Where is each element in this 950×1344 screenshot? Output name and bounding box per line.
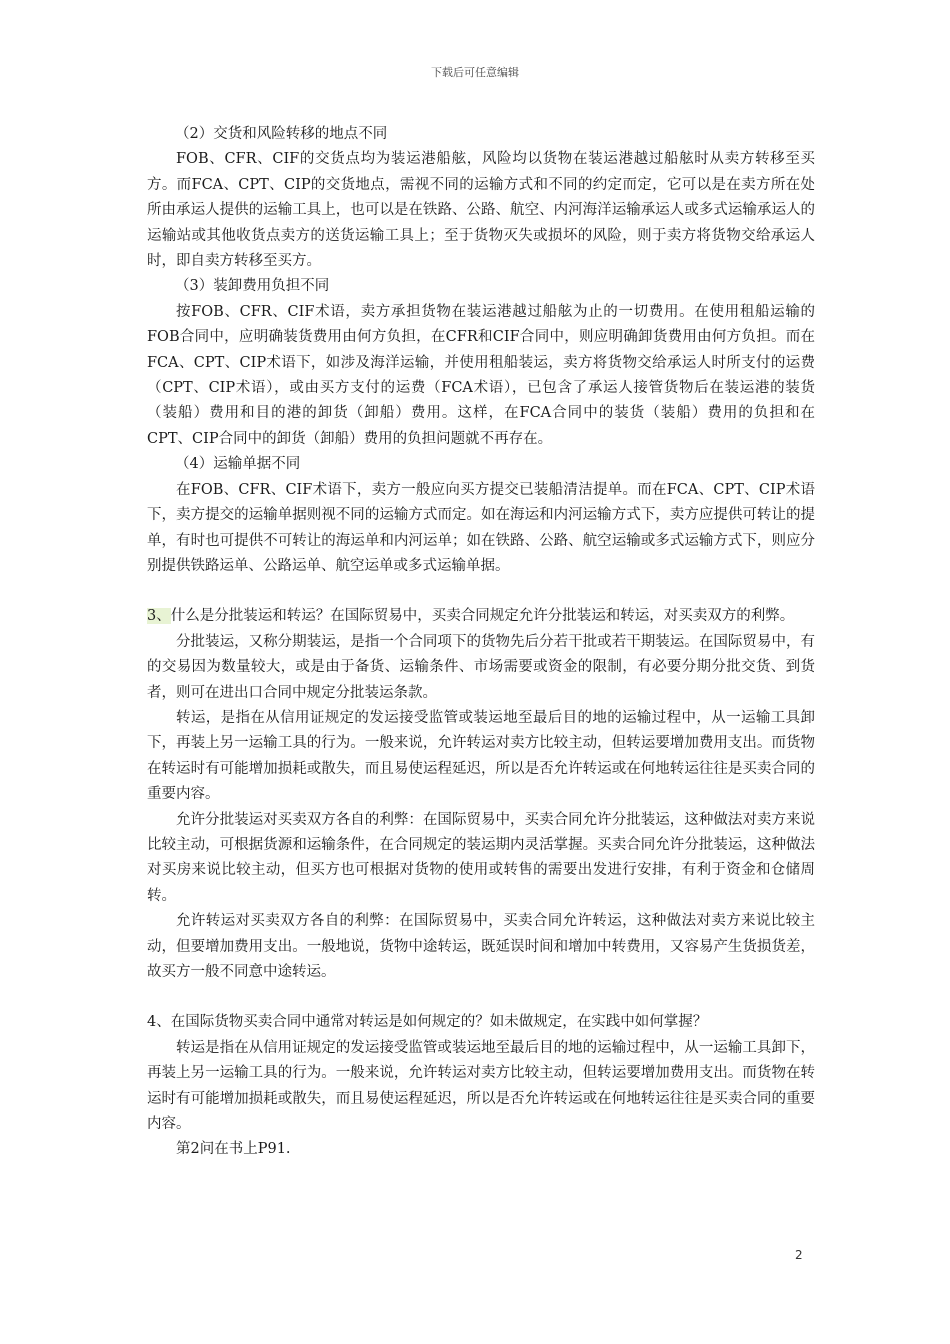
section-heading: （2）交货和风险转移的地点不同: [175, 126, 388, 142]
question-number: 3、: [147, 608, 171, 625]
paragraph: 在FOB、CFR、CIF术语下，卖方一般应向买方提交已装船清洁提单。而在FCA、CPT、CIP术语下，卖方提交的运输单据则视不同的运输方式而定。如在海运和内河运输方式下，卖方应提供可转让的提单，有时也可提供不可转让的海运单和内河运单；如在铁路、公路、航空运输或多式运输方式下，则应分别提供铁路运单、公路运单、航空运单或多式运输单据。: [147, 481, 815, 574]
page-header: 下载后可任意编辑: [431, 66, 519, 79]
question-text: 什么是分批装运和转运？在国际贸易中，买卖合同规定允许分批装运和转运，对买卖双方的利弊。: [170, 608, 795, 625]
section-heading: （3）装卸费用负担不同: [175, 278, 330, 295]
paragraph: 分批装运，又称分期装运，是指一个合同项下的货物先后分若干批或若干期装运。在国际贸易中，有的交易因为数量较大，或是由于备货、运输条件、市场需要或资金的限制，有必要分期分批交货、到货者，则可在进出口合同中规定分批装运条款。: [147, 633, 815, 701]
paragraph: 允许分批装运对买卖双方各自的利弊：在国际贸易中，买卖合同允许分批装运，这种做法对卖方来说比较主动，可根据货源和运输条件，在合同规定的装运期内灵活掌握。买卖合同允许分批装运，这种做法对买房来说比较主动，但买方也可根据对货物的使用或转售的需要出发进行安排，有利于资金和仓储周转。: [147, 811, 815, 904]
document-body: [147, 122, 815, 1163]
paragraph: 允许转运对买卖双方各自的利弊：在国际贸易中，买卖合同允许转运，这种做法对卖方来说比较主动，但要增加费用支出。一般地说，货物中途转运，既延误时间和增加中转费用，又容易产生货损货差，故买方一般不同意中途转运。: [147, 913, 815, 980]
paragraph: 按FOB、CFR、CIF术语，卖方承担货物在装运港越过船舷为止的一切费用。在使用租船运输的FOB合同中，应明确装货费用由何方负担，在CFR和CIF合同中，则应明确卸货费用由何方负担。而在FCA、CPT、CIP术语下，如涉及海洋运输，并使用租船装运，卖方将货物交给承运人时所支付的运费（CPT、CIP术语），或由买方支付的运费（FCA术语），已包含了承运人接管货物后在装运港的装货（装船）费用和目的港的卸货（卸船）费用。这样，在FCA合同中的装货（装船）费用的负担和在CPT、CIP合同中的卸货（卸船）费用的负担问题就不再存在。: [147, 303, 815, 447]
question-4: 4、在国际货物买卖合同中通常对转运是如何规定的？如未做规定，在实践中如何掌握？: [147, 1014, 708, 1031]
paragraph: 第2问在书上P91.: [176, 1141, 291, 1158]
section-heading: （4）运输单据不同: [175, 456, 301, 473]
question-3: [147, 604, 815, 629]
page-number: 2: [795, 1248, 803, 1262]
paragraph: 转运，是指在从信用证规定的发运接受监管或装运地至最后目的地的运输过程中，从一运输工具卸下，再装上另一运输工具的行为。一般来说，允许转运对卖方比较主动，但转运要增加费用支出。而货物在转运时有可能增加损耗或散失，而且易使运程延迟，所以是否允许转运或在何地转运往往是买卖合同的重要内容。: [147, 709, 815, 803]
paragraph: FOB、CFR、CIF的交货点均为装运港船舷，风险均以货物在装运港越过船舷时从卖方转移至买方。而FCA、CPT、CIP的交货地点，需视不同的运输方式和不同的约定而定，它可以是在卖方所在处所由承运人提供的运输工具上，也可以是在铁路、公路、航空、内河海洋运输承运人或多式运输承运人的运输站或其他收货点卖方的送货运输工具上；至于货物灭失或损坏的风险，则于卖方将货物交给承运人时，即自卖方转移至买方。: [147, 151, 815, 270]
paragraph: 转运是指在从信用证规定的发运接受监管或装运地至最后目的地的运输过程中，从一运输工具卸下，再装上另一运输工具的行为。一般来说，允许转运对卖方比较主动，但转运要增加费用支出。而货物在转运时有可能增加损耗或散失，而且易使运程延迟，所以是否允许转运或在何地转运往往是买卖合同的重要内容。: [147, 1039, 815, 1133]
